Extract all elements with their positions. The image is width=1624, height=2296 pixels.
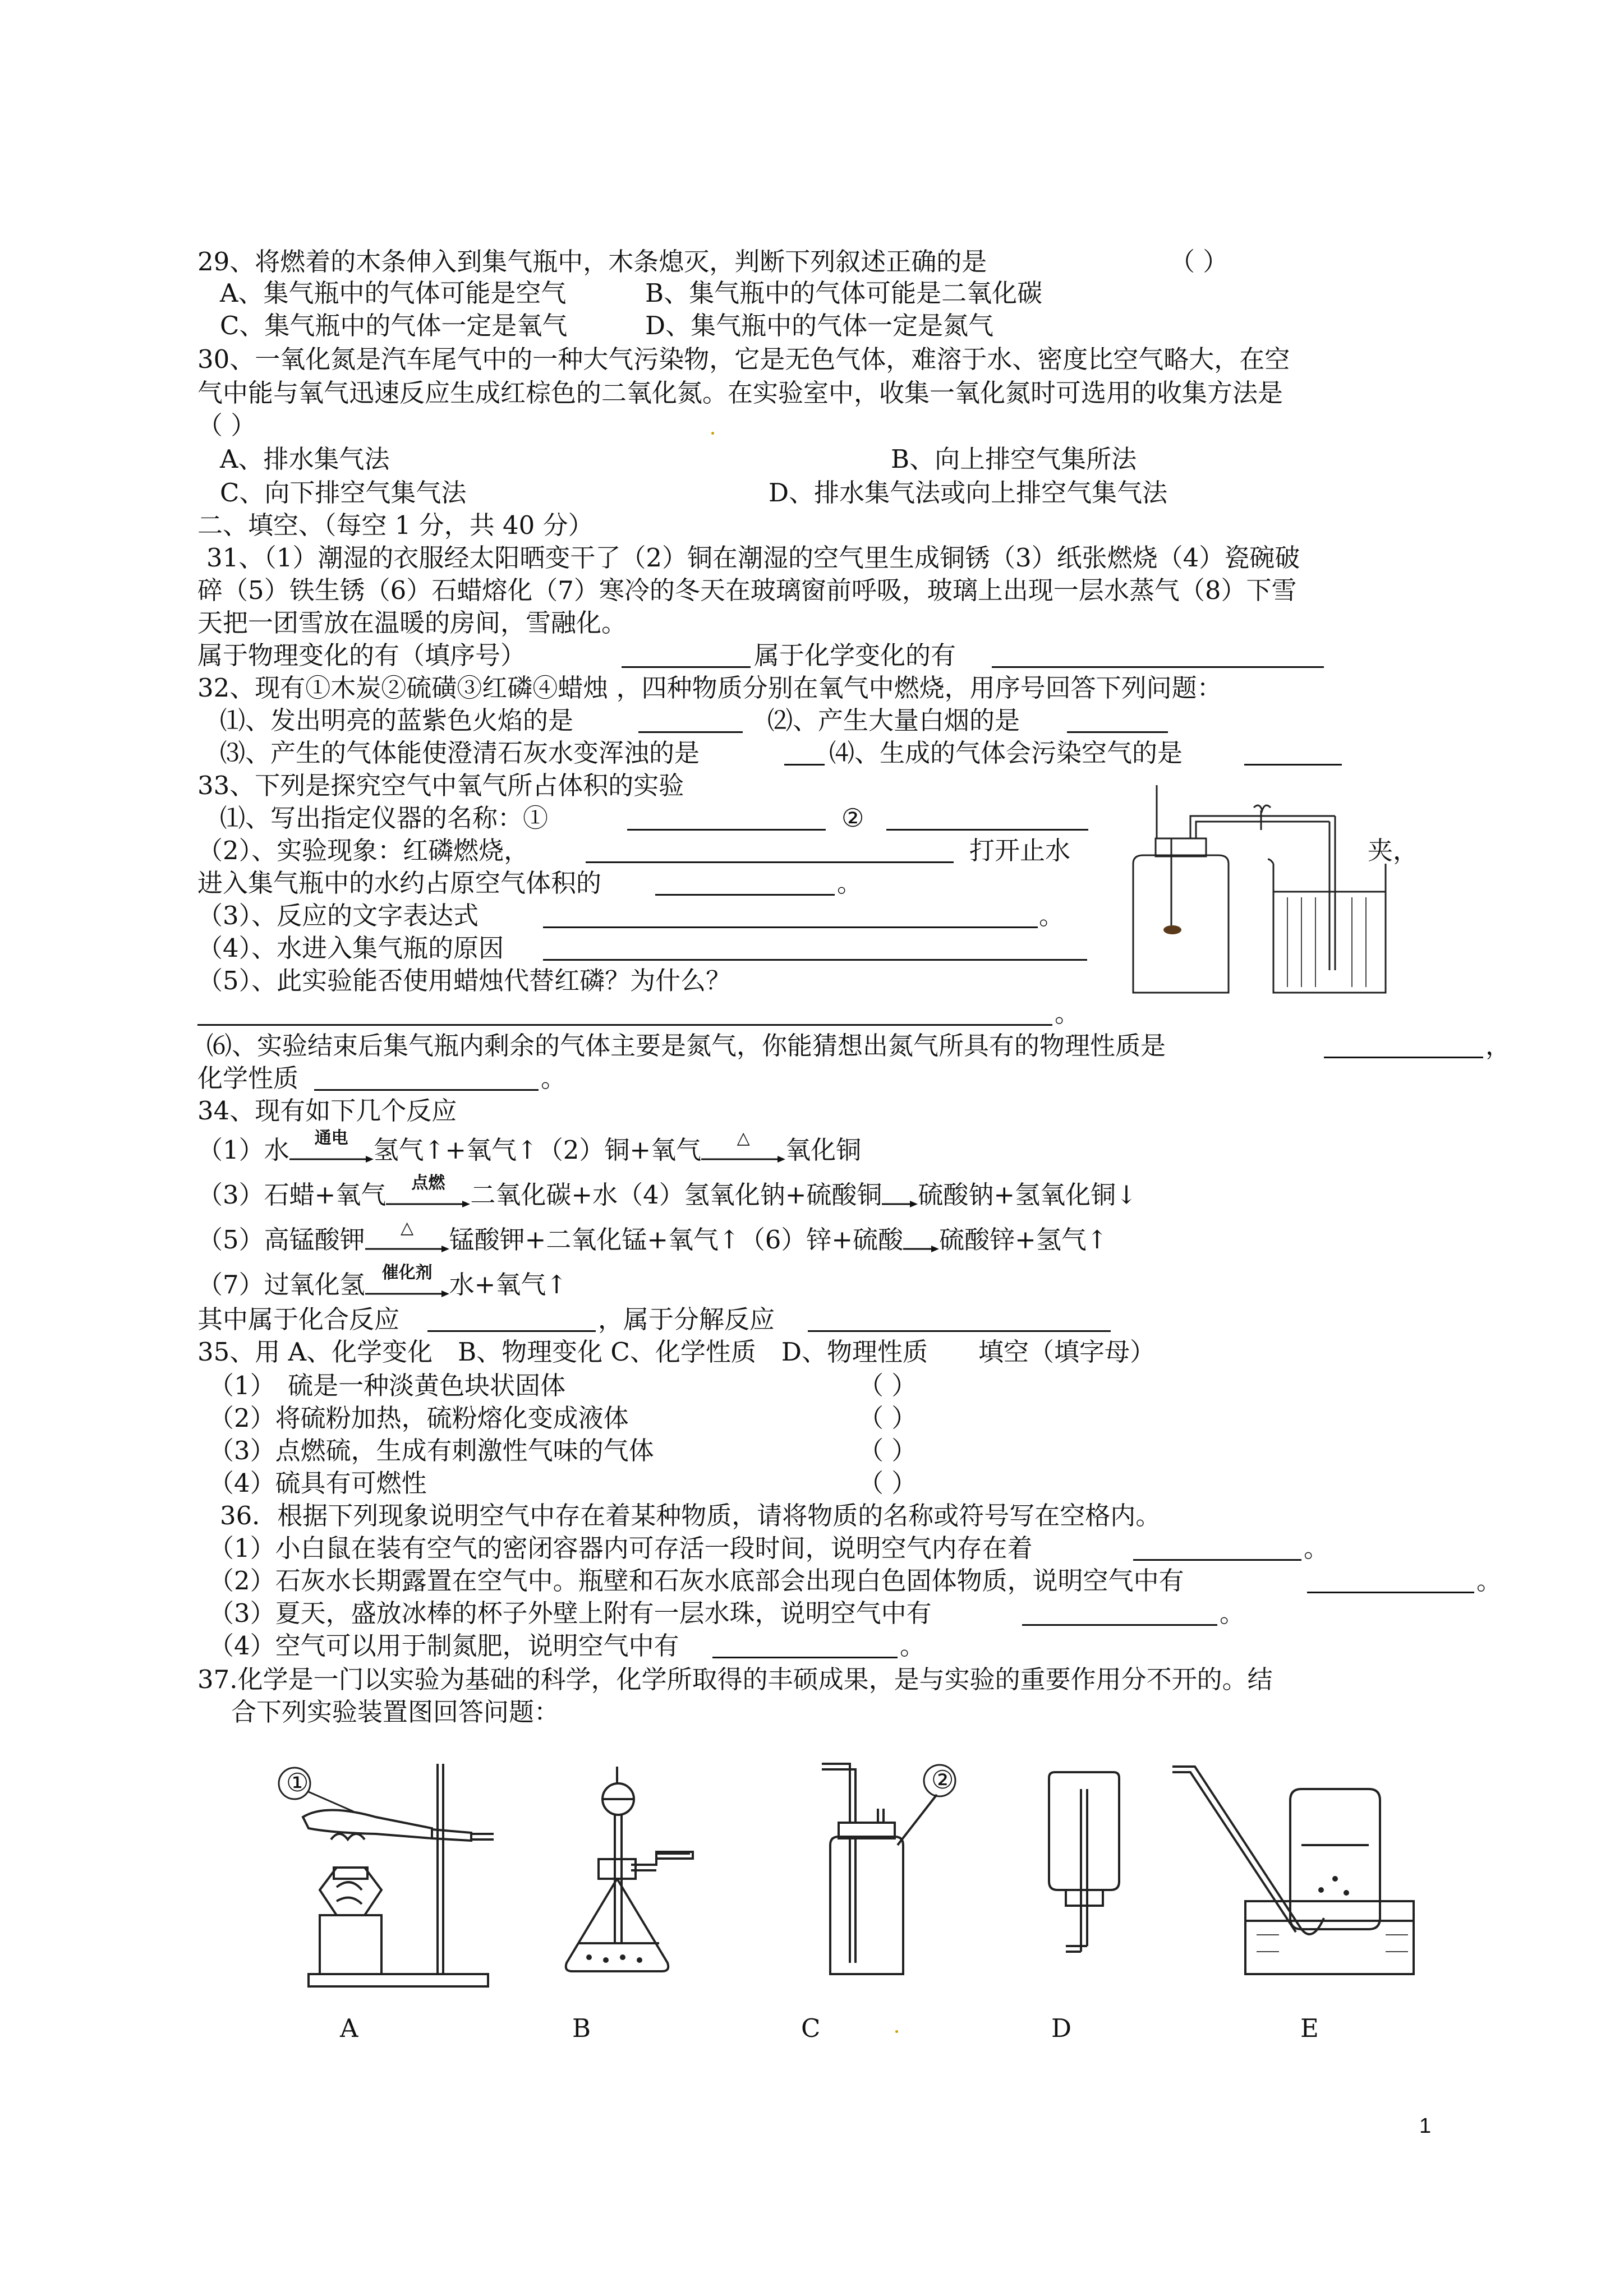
q29-option-d: D、集气瓶中的气体一定是氮气 [645, 311, 994, 340]
q36-sub3-blank[interactable] [1022, 1624, 1217, 1626]
q34-reaction-3-4 [197, 1173, 1137, 1211]
q34-decomposition-blank[interactable] [808, 1330, 1111, 1332]
reaction-condition: 点燃 [411, 1173, 445, 1193]
q34-r1-reactant: （1）水 [197, 1135, 289, 1165]
q33-sub2-blank1[interactable] [586, 861, 954, 863]
q34-r2-reactant: （2）铜+氧气 [537, 1135, 702, 1165]
q33-sub1-mark2: ② [841, 803, 864, 833]
reaction-arrow [386, 1173, 470, 1211]
reaction-arrow [365, 1262, 449, 1301]
apparatus-label-a: A [340, 2013, 358, 2043]
q34-r5-product: 锰酸钾+二氧化锰+氧气↑ [449, 1225, 740, 1255]
q32-sub2-blank[interactable] [1067, 731, 1168, 733]
red-phosphorus-spoon [1163, 925, 1181, 934]
apparatus-label-c: C [801, 2013, 821, 2043]
q34-r2-product: 氧化铜 [785, 1135, 862, 1165]
q30-option-a: A、排水集气法 [220, 444, 390, 474]
q33-sub1-blank2[interactable] [886, 829, 1088, 831]
q33-sub3-blank[interactable] [543, 926, 1038, 928]
q33-sub5: （5）、此实验能否使用蜡烛代替红磷？为什么？ [197, 966, 732, 995]
q31-line1: 31、（1）潮湿的衣服经太阳晒变干了（2）铜在潮湿的空气里生成铜锈（3）纸张燃烧（4）瓷碗破 [206, 543, 1300, 573]
q34-r5-reactant: （5）高锰酸钾 [197, 1225, 365, 1255]
q29-answer-paren: （ ） [1170, 247, 1229, 276]
q34-r3-product: 二氧化碳+水 [470, 1180, 618, 1210]
q33-sub6-end: 。 [541, 1063, 567, 1093]
q33-sub5-blank[interactable] [197, 1024, 1052, 1026]
reaction-arrow [289, 1128, 374, 1167]
q34-r7-reactant: （7）过氧化氢 [197, 1270, 365, 1299]
reaction-condition: △ [737, 1128, 750, 1148]
q36-stem: 36．根据下列现象说明空气中存在着某种物质，请将物质的名称或符号写在空格内。 [220, 1501, 1161, 1530]
stray-dot [895, 2030, 898, 2033]
q30-line1: 30、一氧化氮是汽车尾气中的一种大气污染物，它是无色气体，难溶于水、密度比空气略大，在空 [197, 344, 1290, 374]
q31-chemical-label: 属于化学变化的有 [754, 640, 956, 670]
q36-sub2: （2）石灰水长期露置在空气中。瓶壁和石灰水底部会出现白色固体物质，说明空气中有 [209, 1566, 1184, 1596]
q33-sub5-end: 。 [1055, 998, 1080, 1028]
q32-sub4-blank[interactable] [1244, 764, 1342, 766]
q35-sub3-paren: （ ） [858, 1436, 917, 1465]
reaction-condition: 催化剂 [381, 1262, 433, 1283]
q34-reaction-1-2 [197, 1128, 862, 1167]
reaction-arrow [882, 1183, 918, 1211]
apparatus-label-d: D [1051, 2013, 1072, 2043]
q34-stem: 34、现有如下几个反应 [197, 1096, 457, 1126]
q35-sub2-paren: （ ） [858, 1403, 917, 1433]
q29-option-a: A、集气瓶中的气体可能是空气 [220, 278, 567, 308]
apparatus-marker-1: ① [286, 1768, 309, 1797]
q33-sub2-line2: 进入集气瓶中的水约占原空气体积的 [197, 868, 602, 898]
apparatus-label-e: E [1300, 2013, 1319, 2043]
apparatus-label-b: B [572, 2013, 591, 2043]
q36-sub1: （1）小白鼠在装有空气的密闭容器内可存活一段时间，说明空气内存在着 [209, 1533, 1033, 1563]
reaction-arrow [903, 1228, 939, 1256]
q33-stem: 33、下列是探究空气中氧气所占体积的实验 [197, 771, 684, 800]
page-number: 1 [1419, 2114, 1432, 2138]
q34-r6-product: 硫酸锌+氢气↑ [939, 1225, 1108, 1255]
q33-sub2: （2）、实验现象：红磷燃烧， [197, 836, 530, 865]
q35-sub3: （3）点燃硫，生成有刺激性气味的气体 [209, 1436, 654, 1465]
q33-sub6: ⑹、实验结束后集气瓶内剩余的气体主要是氮气，你能猜想出氮气所具有的物理性质是 [206, 1031, 1166, 1061]
q37-line1: 37.化学是一门以实验为基础的科学，化学所取得的丰硕成果，是与实验的重要作用分不开的。结 [197, 1665, 1273, 1694]
q33-sub3: （3）、反应的文字表达式 [197, 901, 479, 930]
q35-sub1-paren: （ ） [858, 1371, 917, 1400]
q33-sub1: ⑴、写出指定仪器的名称：① [220, 803, 549, 833]
q32-sub1: ⑴、发出明亮的蓝紫色火焰的是 [220, 706, 574, 735]
q36-sub1-end: 。 [1304, 1533, 1329, 1563]
q35-sub1: （1） 硫是一种淡黄色块状固体 [209, 1371, 566, 1400]
q35-stem: 35、用 A、化学变化 B、物理变化 C、化学性质 D、物理性质 填空（填字母） [197, 1337, 1155, 1367]
q29-option-c: C、集气瓶中的气体一定是氧气 [220, 311, 568, 340]
q34-reaction-7 [197, 1262, 568, 1301]
q33-sub4: （4）、水进入集气瓶的原因 [197, 933, 504, 963]
q34-r1-product: 氢气↑+氧气↑ [373, 1135, 538, 1165]
q37-line2: 合下列实验装置图回答问题： [231, 1697, 560, 1727]
reaction-condition: 通电 [314, 1128, 348, 1148]
q33-sub1-blank1[interactable] [627, 829, 826, 831]
q31-physical-blank[interactable] [622, 666, 751, 668]
q35-sub4: （4）硫具有可燃性 [209, 1468, 427, 1498]
q32-sub2: ⑵、产生大量白烟的是 [767, 706, 1020, 735]
q29-option-b: B、集气瓶中的气体可能是二氧化碳 [645, 278, 1043, 308]
section-2-heading: 二、填空、（每空 1 分，共 40 分） [197, 510, 594, 540]
oxygen-volume-apparatus-figure [1094, 785, 1475, 998]
q34-r7-product: 水+氧气↑ [449, 1270, 568, 1299]
q34-answer-decomposition: ，属于分解反应 [598, 1304, 775, 1334]
q30-option-d: D、排水集气法或向上排空气集气法 [769, 478, 1168, 508]
q34-r4-reactant: （4）氢氧化钠+硫酸铜 [618, 1180, 882, 1210]
q29-stem-text: 29、将燃着的木条伸入到集气瓶中，木条熄灭，判断下列叙述正确的是 [197, 247, 987, 276]
q33-sub6-blank2[interactable] [314, 1089, 539, 1091]
q36-sub2-end: 。 [1476, 1566, 1502, 1596]
lab-apparatus-figure [264, 1750, 1453, 2002]
q33-sub2-tail: 夹， [1368, 836, 1419, 865]
q31-line3: 天把一团雪放在温暖的房间，雪融化。 [197, 608, 627, 638]
q34-answer-combination: 其中属于化合反应 [197, 1304, 400, 1334]
q32-stem: 32、现有①木炭②硫磺③红磷④蜡烛 ，四种物质分别在氧气中燃烧，用序号回答下列问题： [197, 673, 1222, 703]
q34-r6-reactant: （6）锌+硫酸 [739, 1225, 904, 1255]
q36-sub4: （4）空气可以用于制氮肥，说明空气中有 [209, 1631, 679, 1661]
q36-sub3: （3）夏天，盛放冰棒的杯子外壁上附有一层水珠，说明空气中有 [209, 1598, 932, 1628]
q36-sub4-end: 。 [900, 1631, 926, 1661]
apparatus-marker-2: ② [931, 1765, 954, 1795]
q33-sub2-blank2[interactable] [655, 894, 835, 896]
q35-sub4-paren: （ ） [858, 1468, 917, 1498]
q31-physical-label: 属于物理变化的有（填序号） [197, 640, 526, 670]
reaction-arrow [701, 1128, 785, 1167]
q34-combination-blank[interactable] [427, 1330, 596, 1332]
q30-answer-paren: （ ） [197, 411, 256, 440]
q33-sub2-cont: 打开止水 [969, 836, 1071, 865]
q30-option-c: C、向下排空气集气法 [220, 478, 467, 508]
q32-sub4: ⑷、生成的气体会污染空气的是 [829, 738, 1183, 768]
stray-dot [711, 432, 714, 435]
reaction-arrow [365, 1218, 449, 1256]
q30-line2: 气中能与氧气迅速反应生成红棕色的二氧化氮。在实验室中，收集一氧化氮时可选用的收集方法是 [197, 378, 1283, 408]
q34-r3-reactant: （3）石蜡+氧气 [197, 1180, 387, 1210]
q33-sub6-line2: 化学性质 [197, 1063, 299, 1093]
q35-sub2: （2）将硫粉加热，硫粉熔化变成液体 [209, 1403, 629, 1433]
q33-sub6-blank1[interactable] [1324, 1057, 1483, 1058]
q36-sub1-blank[interactable] [1133, 1559, 1301, 1561]
q32-sub3: ⑶、产生的气体能使澄清石灰水变浑浊的是 [220, 738, 700, 768]
reaction-condition: △ [401, 1218, 414, 1238]
q34-reaction-5-6 [197, 1218, 1108, 1256]
q36-sub2-blank[interactable] [1307, 1592, 1474, 1593]
q31-chemical-blank[interactable] [992, 666, 1324, 668]
q34-r4-product: 硫酸钠+氢氧化铜↓ [918, 1180, 1137, 1210]
q32-sub3-blank[interactable] [784, 764, 825, 766]
q33-sub3-end: 。 [1039, 901, 1065, 930]
q33-sub2-end: 。 [837, 868, 863, 898]
q36-sub3-end: 。 [1220, 1598, 1245, 1628]
q32-sub1-blank[interactable] [638, 731, 743, 733]
q33-sub4-blank[interactable] [543, 959, 1087, 961]
q30-option-b: B、向上排空气集所法 [891, 444, 1137, 474]
q33-sub6-comma: ， [1485, 1031, 1511, 1061]
q36-sub4-blank[interactable] [712, 1657, 898, 1658]
q31-line2: 碎（5）铁生锈（6）石蜡熔化（7）寒冷的冬天在玻璃窗前呼吸，玻璃上出现一层水蒸气（8）下雪 [197, 575, 1297, 605]
q29-stem [197, 246, 987, 278]
